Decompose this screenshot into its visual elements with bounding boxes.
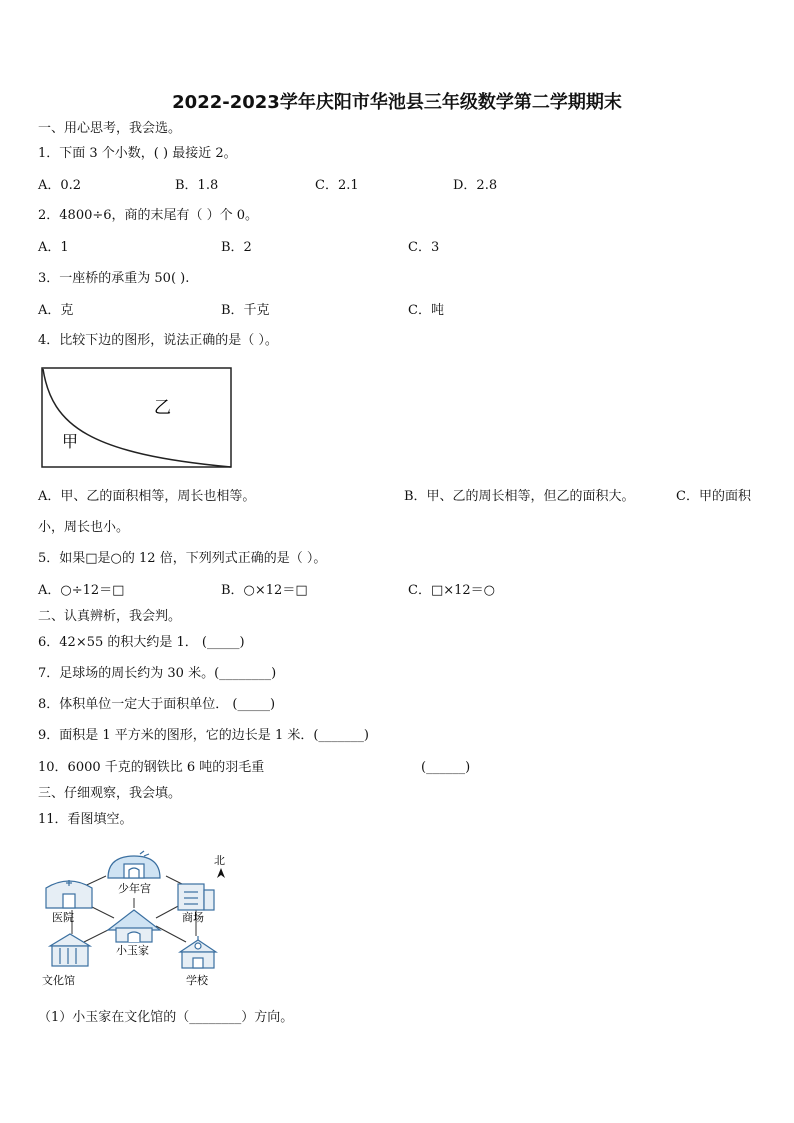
map-north-label: 北: [214, 854, 225, 867]
question-4-option-a: A．甲、乙的面积相等，周长也相等。: [38, 489, 256, 504]
section-heading-3: 三、仔细观察，我会填。: [38, 786, 182, 801]
question-5-option-b: B．○×12＝□: [221, 583, 308, 598]
hospital-icon: [46, 880, 92, 908]
question-1-option-a: A．0.2: [38, 178, 82, 193]
question-2-option-b: B．2: [221, 240, 252, 255]
question-5-stem: 5．如果□是○的 12 倍，下列列式正确的是（ ）。: [38, 551, 327, 566]
question-11-stem: 11．看图填空。: [38, 812, 133, 827]
question-3-option-a: A．克: [38, 303, 74, 318]
question-2-option-c: C．3: [408, 240, 440, 255]
map-label-library: 文化馆: [42, 974, 75, 987]
youth-palace-icon: [108, 851, 160, 878]
figure-curve: [43, 369, 231, 467]
question-4-figure: [40, 366, 234, 470]
library-icon: [50, 934, 90, 966]
question-7: 7．足球场的周长约为 30 米。(________): [38, 666, 277, 681]
question-2-stem: 2．4800÷6，商的末尾有（ ）个 0。: [38, 208, 259, 223]
question-4-option-c: C．甲的面积: [676, 489, 751, 504]
map-label-school: 学校: [186, 974, 208, 987]
question-4-stem: 4．比较下边的图形，说法正确的是（ ）。: [38, 333, 278, 348]
question-5-option-c: C．□×12＝○: [408, 583, 496, 598]
page-title: 2022-2023学年庆阳市华池县三年级数学第二学期期末: [172, 92, 622, 113]
question-11-sub-1: （1）小玉家在文化馆的（________）方向。: [38, 1010, 294, 1025]
figure-label-yi: 乙: [154, 398, 171, 418]
map-label-mall: 商场: [182, 911, 204, 924]
question-5-option-a: A．○÷12＝□: [38, 583, 125, 598]
question-4-option-c-continued: 小，周长也小。: [38, 520, 130, 535]
question-3-option-c: C．吨: [408, 303, 444, 318]
question-3-option-b: B．千克: [221, 303, 270, 318]
north-arrow-icon: [217, 868, 225, 878]
question-10-blank: (______): [421, 760, 471, 775]
question-9: 9．面积是 1 平方米的图形，它的边长是 1 米．(_______): [38, 728, 369, 743]
question-8: 8．体积单位一定大于面积单位． (_____): [38, 697, 276, 712]
question-1-option-b: B．1.8: [175, 178, 219, 193]
map-label-home: 小玉家: [116, 944, 149, 957]
question-10: 10．6000 千克的钢铁比 6 吨的羽毛重: [38, 760, 265, 775]
school-icon: [180, 936, 216, 968]
figure-label-jia: 甲: [62, 432, 79, 451]
section-heading-2: 二、认真辨析，我会判。: [38, 609, 182, 624]
question-4-option-b: B．甲、乙的周长相等，但乙的面积大。: [404, 489, 635, 504]
question-1-option-c: C．2.1: [315, 178, 359, 193]
mall-icon: [178, 884, 214, 910]
question-1-stem: 1．下面 3 个小数，( ) 最接近 2。: [38, 146, 237, 161]
home-icon: [108, 910, 160, 942]
map-label-youth-palace: 少年宫: [118, 882, 151, 895]
question-6: 6．42×55 的积大约是 1． (_____): [38, 635, 245, 650]
question-11-map: [36, 850, 240, 990]
question-3-stem: 3．一座桥的承重为 50( ).: [38, 271, 190, 286]
section-heading-1: 一、用心思考，我会选。: [38, 121, 182, 136]
question-1-option-d: D．2.8: [453, 178, 498, 193]
map-label-hospital: 医院: [52, 911, 74, 924]
question-2-option-a: A．1: [38, 240, 69, 255]
